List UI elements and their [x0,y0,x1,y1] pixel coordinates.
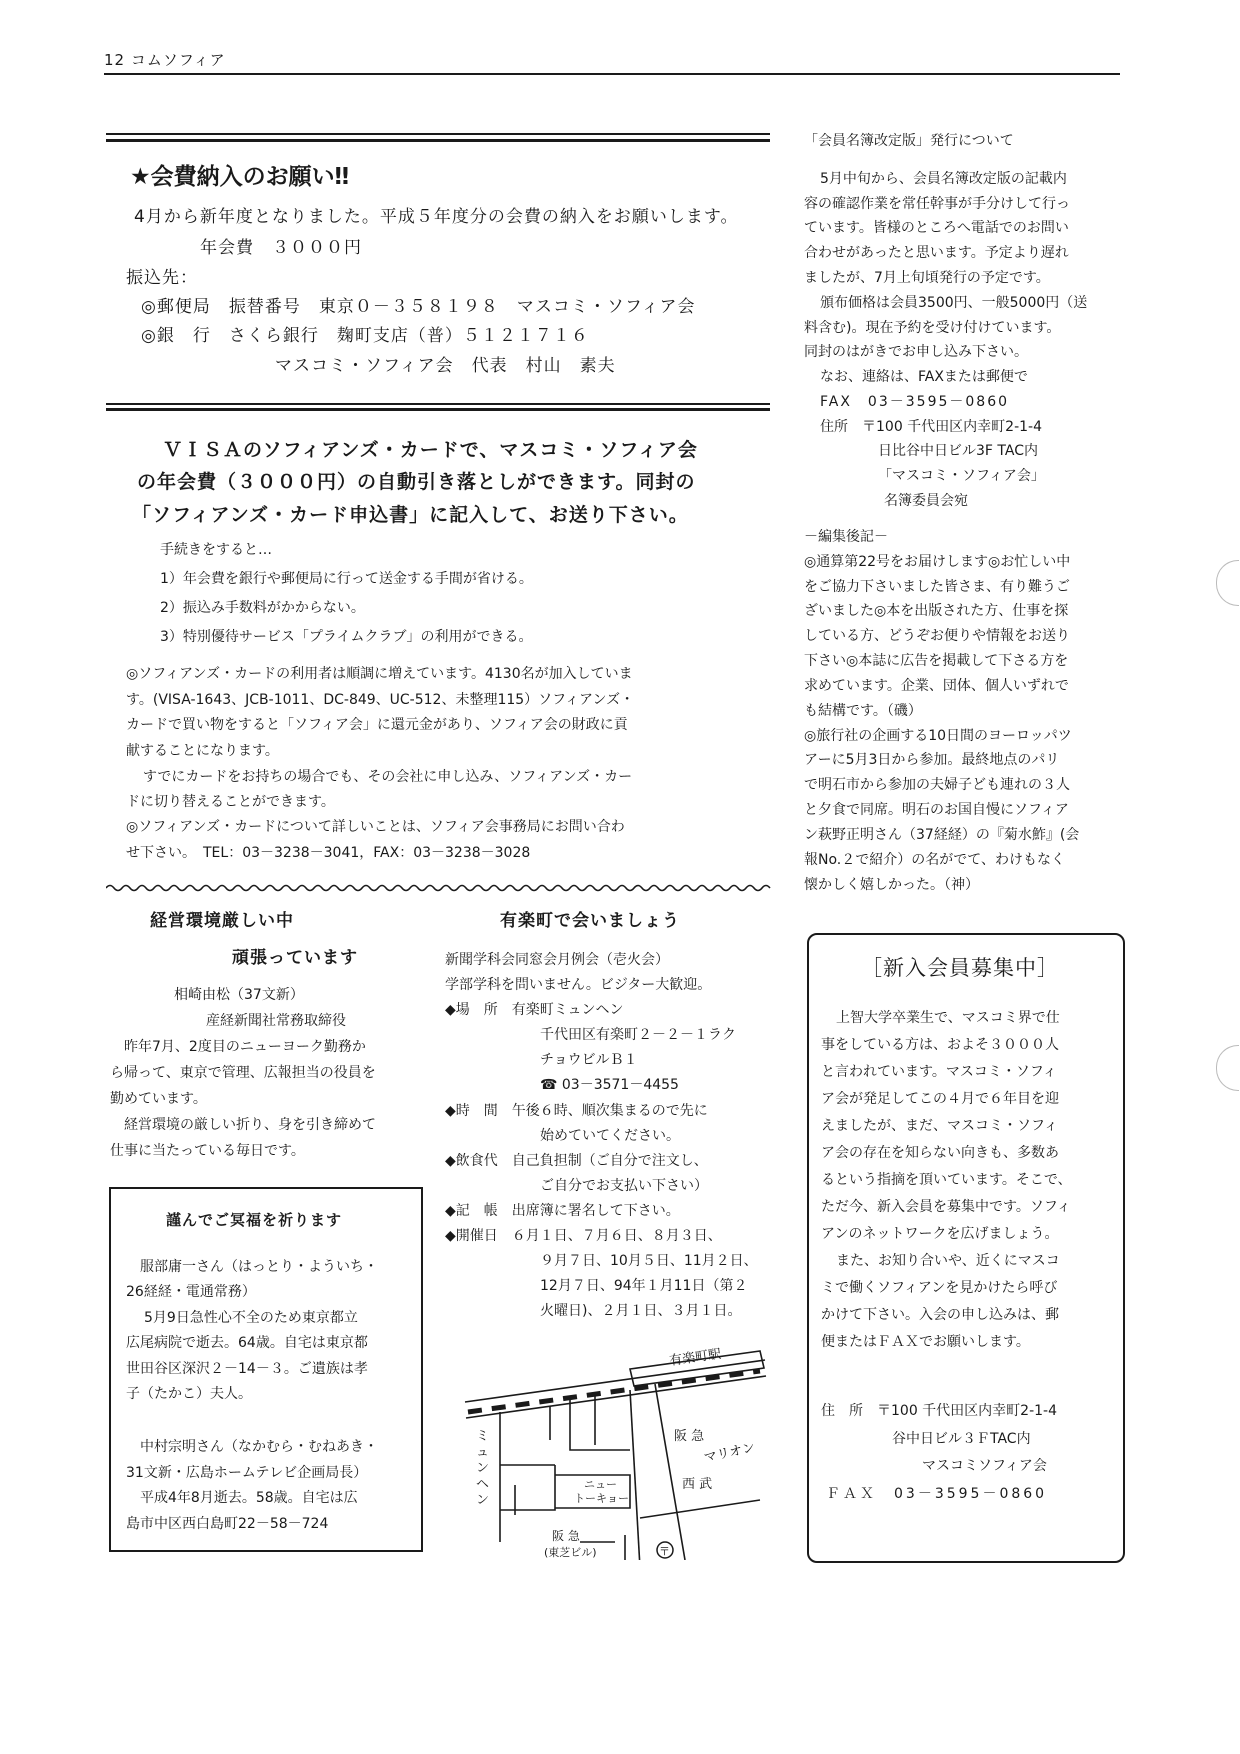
roster-line: 頒布価格は会員3500円、一般5000円（送 [820,295,1088,311]
visa-heading-line: 「ソフィアンズ・カード申込書」に記入して、お送り下さい。 [132,504,689,526]
yurakucho-line: 新聞学科会同窓会月例会（壱火会） [445,952,669,968]
business-author: 相崎由松（37文新） [174,987,304,1003]
roster-line: ましたが、7月上旬頃発行の予定です。 [804,270,1050,286]
map-toshiba: (東芝ビル) [544,1546,597,1559]
recruit-address: マスコミソフィア会 [922,1458,1047,1474]
yurakucho-line: 12月７日、94年１月11日（第２ [540,1278,748,1294]
postscript-title: －編集後記－ [804,529,888,545]
visa-para: すでにカードをお持ちの場合でも、その会社に申し込み、ソフィアンズ・カー [143,769,633,785]
yurakucho-line: ◆飲食代 自己負担制（ご自分で注文し、 [445,1153,708,1169]
recruit-line: また、お知り合いや、近くにマスコ [836,1253,1060,1269]
business-line: 昨年7月、2度目のニューヨーク勤務か [124,1039,366,1055]
map-new-tokyo-2: トーキョー [574,1492,629,1505]
yurakucho-line: ◆開催日 ６月１日、７月６日、８月３日、 [445,1228,722,1244]
yurakucho-line: チョウビルＢ１ [540,1052,638,1068]
map-station-label: 有楽町駅 [668,1346,723,1369]
header-rule [104,73,1120,75]
business-line: 仕事に当たっている毎日です。 [110,1143,305,1159]
dues-title: ★会費納入のお願い‼ [130,164,350,190]
visa-step: 3）特別優待サービス「プライムクラブ」の利用ができる。 [160,629,533,645]
condolence-line: 中村宗明さん（なかむら・むねあき・ [140,1439,378,1455]
map-hankyu-lower: 阪 急 [552,1529,580,1543]
map-munchen-2: ュ [476,1445,490,1460]
postscript-line: 求めています。企業、団体、個人いずれで [804,678,1069,694]
visa-step: 2）振込み手数料がかからない。 [160,600,365,616]
postscript-line: 懐かしく嬉しかった。（神） [804,877,979,893]
condolence-line: 島市中区西白島町22－58－724 [126,1516,329,1532]
map-seibu: 西 武 [682,1477,713,1492]
yurakucho-line: 千代田区有楽町２－２－１ラク [540,1027,736,1043]
yurakucho-line: 学部学科を問いません。ビジター大歓迎。 [445,977,712,993]
yurakucho-line: ◆場 所 有楽町ミュンヘン [445,1002,624,1018]
business-line: ら帰って、東京で管理、広報担当の役員を [110,1065,376,1081]
recruit-line: アンのネットワークを広げましょう。 [821,1226,1059,1242]
yurakucho-line: ◆時 間 午後６時、順次集まるので先に [445,1103,708,1119]
roster-line: 同封のはがきでお申し込み下さい。 [804,344,1028,360]
roster-fax: FAX 03－3595－0860 [820,394,1010,410]
postscript-line: も結構です。（磯） [804,703,922,719]
roster-line: 合わせがあったと思います。予定より遅れ [804,245,1069,261]
postscript-line: ◎通算第22号をお届けします◎お忙しい中 [804,554,1071,570]
yurakucho-map [460,1330,780,1560]
dues-postal: ◎郵便局 振替番号 東京０－３５８１９８ マスコミ・ソフィア会 [141,297,696,317]
roster-line: なお、連絡は、FAXまたは郵便で [820,369,1028,385]
business-line: 勤めています。 [110,1091,207,1107]
page-header: 12 コムソフィア [104,51,226,69]
dues-top-rule-thick [106,139,770,142]
recruit-line: ただ今、新入会員を募集中です。ソフィ [821,1199,1071,1215]
business-role: 産経新聞社常務取締役 [206,1013,346,1029]
recruit-line: るという指摘を頂いています。そこで、 [821,1172,1072,1188]
map-munchen-3: ン [476,1461,490,1476]
recruit-line: ミで働くソフィアンを見かけたら呼び [821,1280,1058,1296]
postscript-line: で明石市から参加の夫婦子ども連れの３人 [804,777,1070,793]
condolence-line: 子（たかこ）夫人。 [126,1386,252,1402]
condolence-line: 31文新・広島ホームテレビ企画局長） [126,1465,368,1481]
visa-para: カードで買い物をすると「ソフィア会」に還元金があり、ソフィア会の財政に貢 [126,717,628,733]
dues-top-rule [106,133,770,135]
yurakucho-line: ◆記 帳 出席簿に署名して下さい。 [445,1203,680,1219]
yurakucho-line: 始めていてください。 [540,1128,680,1144]
roster-address: 住所 〒100 千代田区内幸町2-1-4 [820,419,1042,435]
dues-fee: 年会費 ３０００円 [200,238,362,258]
map-hankyu-upper: 阪 急 [674,1429,705,1444]
postscript-line: をご協力下さいました皆さま、有り難うご [804,579,1070,595]
visa-para: す。(VISA-1643、JCB-1011、DC-849、UC-512、未整理115）ソフィアンズ・ [126,692,635,708]
wavy-divider [106,882,772,894]
recruit-line: 便またはＦＡＸでお願いします。 [821,1334,1030,1350]
dues-bottom-rule-thick [106,408,770,411]
recruit-title: ［新入会員募集中］ [861,956,1059,980]
roster-title: 「会員名簿改定版」発行について [804,133,1014,149]
condolence-title: 謹んでご冥福を祈ります [166,1211,343,1229]
postscript-line: ◎旅行社の企画する10日間のヨーロッパツ [804,728,1072,744]
visa-step: 1）年会費を銀行や郵便局に行って送金する手間が省ける。 [160,571,533,587]
dues-line: 振込先： [126,268,198,288]
map-munchen [476,1429,493,1508]
visa-heading-line: の年会費（３０００円）の自動引き落としができます。同封の [137,471,696,493]
postscript-line: している方、どうぞお便りや情報をお送り [804,628,1070,644]
condolence-line: 26経経・電通常務） [126,1284,256,1300]
yurakucho-title: 有楽町で会いましょう [500,911,680,931]
map-munchen-1: ミ [476,1429,490,1444]
dues-bottom-rule [106,403,770,405]
roster-address: 名簿委員会宛 [884,493,968,509]
dues-bank: ◎銀 行 さくら銀行 麹町支店（普）５１２１７１６ [141,326,589,346]
roster-line: ています。皆様のところへ電話でのお問い [804,220,1069,236]
postscript-line: 下さい◎本誌に広告を掲載して下さる方を [804,653,1069,669]
visa-para: ◎ソフィアンズ・カードの利用者は順調に増えています。4130名が加入していま [126,666,633,682]
recruit-line: と言われています。マスコミ・ソフィ [821,1064,1057,1080]
map-new-tokyo [574,1478,629,1505]
postscript-line: 報No.２で紹介）の名がでて、わけもなく [804,852,1065,868]
roster-line: 5月中旬から、会員名簿改定版の記載内 [820,171,1067,187]
visa-para: ドに切り替えることができます。 [126,794,335,810]
visa-step: 手続きをすると… [160,542,272,558]
yurakucho-phone: ☎ 03－3571－4455 [540,1077,679,1093]
condolence-line: 5月9日急性心不全のため東京都立 [144,1310,358,1326]
condolence-line: 服部庸一さん（はっとり・よういち・ [140,1259,378,1275]
recruit-line: 事をしている方は、およそ３０００人 [821,1037,1059,1053]
visa-para: ◎ソフィアンズ・カードについて詳しいことは、ソフィア会事務局にお問い合わ [126,819,625,835]
condolence-line: 広尾病院で逝去。64歳。自宅は東京都 [126,1335,368,1351]
recruit-line: 上智大学卒業生で、マスコミ界で仕 [836,1010,1060,1026]
postscript-line: ざいました◎本を出版された方、仕事を探 [804,603,1069,619]
business-title: 頑張っています [232,948,358,968]
roster-line: 容の確認作業を常任幹事が手分けして行っ [804,196,1070,212]
yurakucho-line: ９月７日、10月５日、11月２日、 [540,1253,758,1269]
condolence-line: 平成4年8月逝去。58歳。自宅は広 [140,1490,358,1506]
recruit-line: ア会の存在を知らない向きも、多数あ [821,1145,1059,1161]
binder-hole-shadow [1216,1045,1239,1091]
business-title: 経営環境厳しい中 [150,911,294,931]
postscript-line: アーに5月3日から参加。最終地点のパリ [804,752,1060,768]
business-line: 経営環境の厳しい折り、身を引き締めて [124,1117,376,1133]
condolence-line: 世田谷区深沢２－14－３。ご遺族は孝 [126,1361,368,1377]
recruit-line: えましたが、まだ、マスコミ・ソフィ [821,1118,1058,1134]
map-marion: マリオン [702,1440,757,1466]
recruit-line: ア会が発足してこの４月で６年目を迎 [821,1091,1059,1107]
recruit-address: 谷中日ビル３ＦTAC内 [892,1431,1031,1447]
dues-rep: マスコミ・ソフィア会 代表 村山 素夫 [275,356,616,376]
map-police: 〒 [659,1545,670,1558]
visa-heading-line: ＶＩＳＡのソフィアンズ・カードで、マスコミ・ソフィア会 [163,439,698,461]
map-new-tokyo-1: ニュー [584,1478,617,1491]
postscript-line: と夕食で同席。明石のお国自慢にソフィア [804,802,1069,818]
visa-para: せ下さい。 TEL：03－3238－3041，FAX：03－3238－3028 [126,845,531,861]
recruit-line: かけて下さい。入会の申し込みは、郵 [821,1307,1059,1323]
recruit-fax: ＦＡＸ 03－3595－0860 [826,1486,1048,1502]
yurakucho-line: ご自分でお支払い下さい） [540,1178,708,1194]
binder-hole-shadow [1216,560,1239,606]
yurakucho-line: 火曜日)、２月１日、３月１日。 [540,1303,742,1319]
roster-address: 日比谷中日ビル3F TAC内 [878,443,1038,459]
recruit-address: 住 所 〒100 千代田区内幸町2-1-4 [821,1403,1057,1419]
map-munchen-4: ヘ [476,1477,490,1492]
dues-line: 4月から新年度となりました。平成５年度分の会費の納入をお願いします。 [134,207,739,227]
map-munchen-5: ン [476,1493,490,1508]
roster-address: 「マスコミ・ソフィア会」 [878,468,1045,484]
visa-para: 献することになります。 [126,743,279,759]
postscript-line: ン萩野正明さん（37経経）の『菊水鮓』(会 [804,827,1080,843]
roster-line: 料含む)。現在予約を受け付けています。 [804,320,1061,336]
